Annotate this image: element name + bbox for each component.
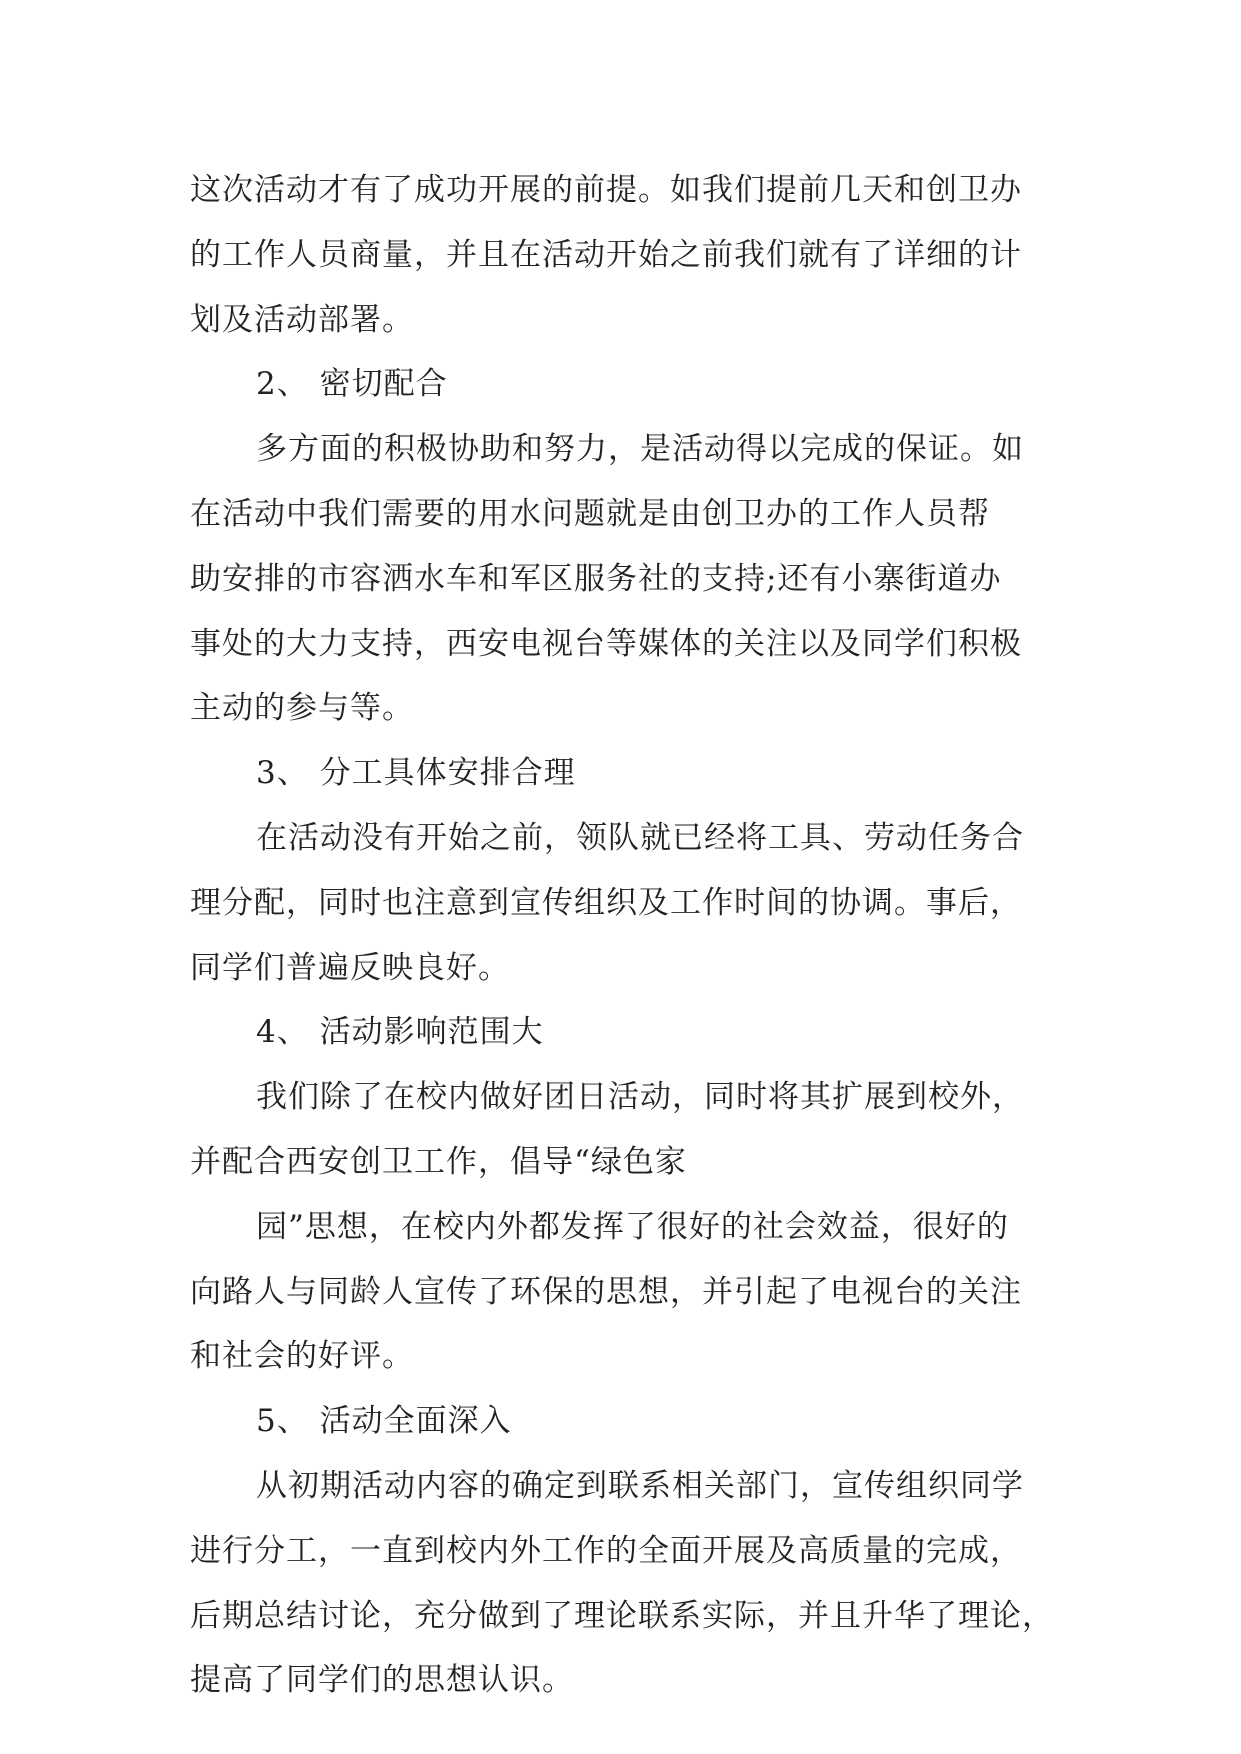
text-line: 的工作人员商量，并且在活动开始之前我们就有了详细的计 bbox=[190, 236, 1022, 273]
text-line: 提高了同学们的思想认识。 bbox=[190, 1662, 574, 1699]
text-line: 主动的参与等。 bbox=[190, 690, 414, 727]
text-line: 4、 活动影响范围大 bbox=[256, 1014, 544, 1051]
text-line: 同学们普遍反映良好。 bbox=[190, 949, 510, 986]
text-line: 向路人与同龄人宣传了环保的思想，并引起了电视台的关注 bbox=[190, 1273, 1022, 1310]
text-line: 我们除了在校内做好团日活动，同时将其扩展到校外， bbox=[256, 1079, 1024, 1116]
text-line: 3、 分工具体安排合理 bbox=[256, 755, 576, 792]
text-line: 多方面的积极协助和努力，是活动得以完成的保证。如 bbox=[256, 431, 1024, 468]
text-line: 助安排的市容洒水车和军区服务社的支持;还有小寨街道办 bbox=[190, 560, 1002, 597]
text-line: 后期总结讨论，充分做到了理论联系实际，并且升华了理论， bbox=[190, 1597, 1054, 1634]
text-line: 在活动没有开始之前，领队就已经将工具、劳动任务合 bbox=[256, 819, 1024, 856]
text-line: 进行分工，一直到校内外工作的全面开展及高质量的完成， bbox=[190, 1532, 1022, 1569]
text-line: 并配合西安创卫工作，倡导“绿色家 bbox=[190, 1143, 687, 1180]
text-line: 事处的大力支持，西安电视台等媒体的关注以及同学们积极 bbox=[190, 625, 1022, 662]
text-line: 从初期活动内容的确定到联系相关部门，宣传组织同学 bbox=[256, 1467, 1024, 1504]
text-line: 2、 密切配合 bbox=[256, 366, 448, 403]
text-line: 这次活动才有了成功开展的前提。如我们提前几天和创卫办 bbox=[190, 172, 1022, 208]
text-line: 园”思想，在校内外都发挥了很好的社会效益，很好的 bbox=[256, 1208, 1009, 1245]
document-body bbox=[190, 158, 1070, 1713]
text-line: 划及活动部署。 bbox=[190, 301, 414, 338]
text-line: 5、 活动全面深入 bbox=[256, 1403, 512, 1440]
text-line: 在活动中我们需要的用水问题就是由创卫办的工作人员帮 bbox=[190, 495, 990, 532]
text-line: 理分配，同时也注意到宣传组织及工作时间的协调。事后， bbox=[190, 884, 1022, 921]
text-line: 和社会的好评。 bbox=[190, 1338, 414, 1375]
